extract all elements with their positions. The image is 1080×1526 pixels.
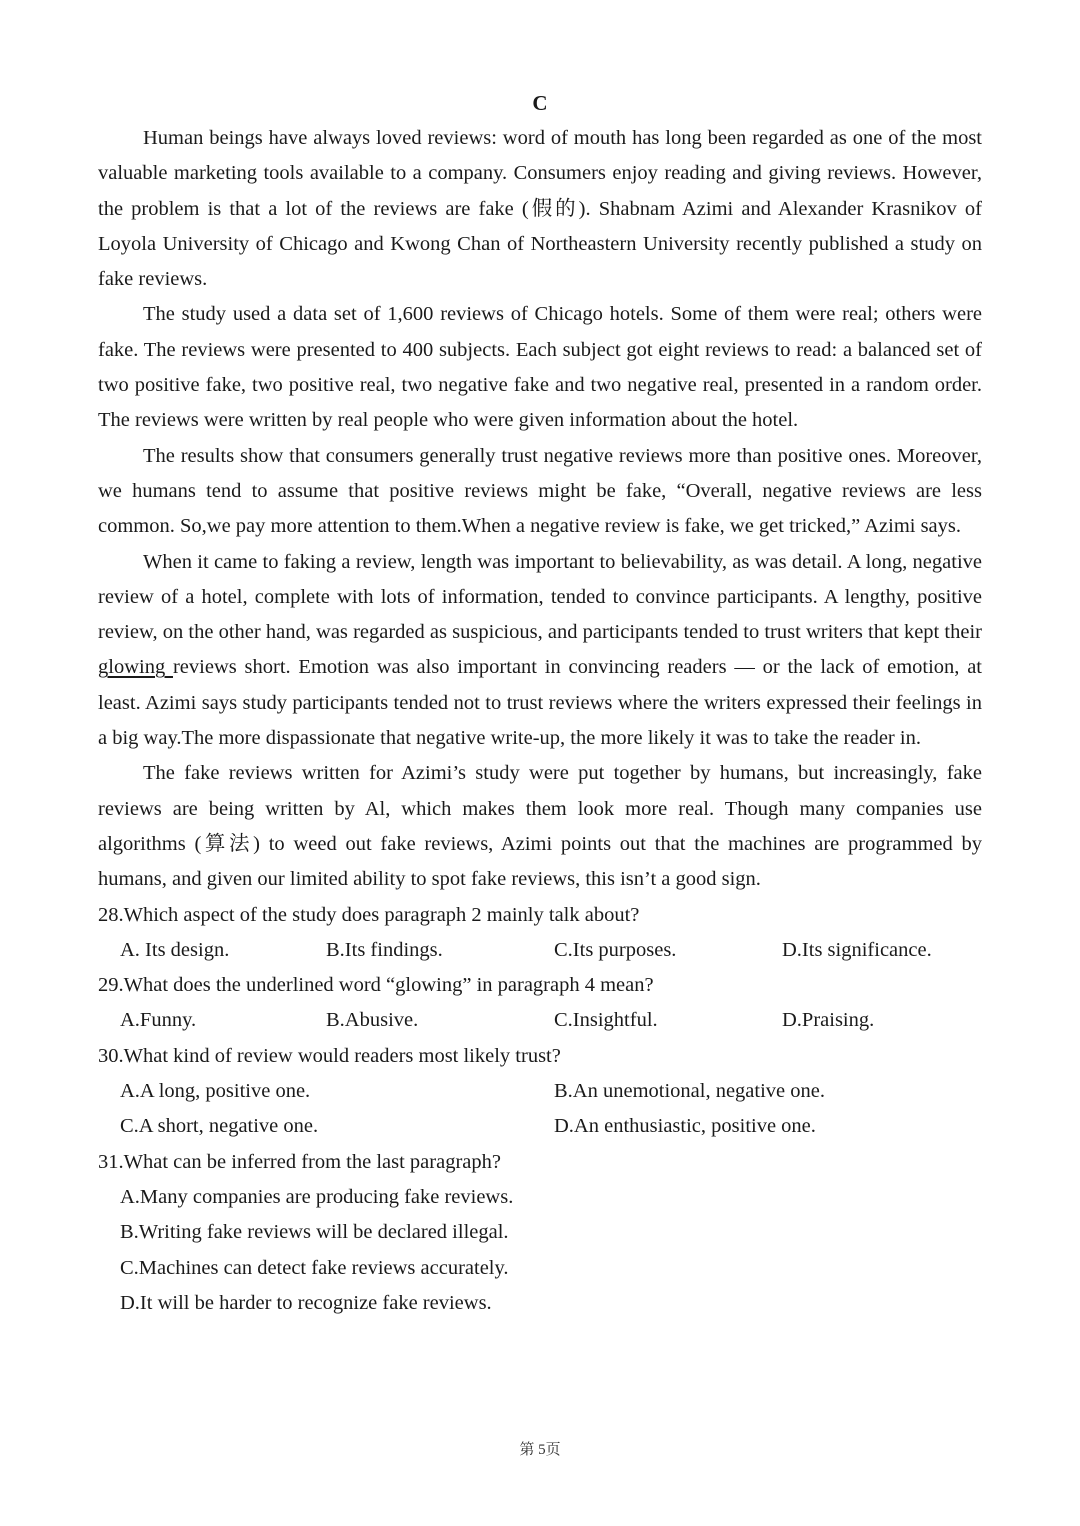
option-a: A.Many companies are producing fake reviews. [120,1185,514,1208]
option-c: C.A short, negative one. [120,1115,319,1138]
option-c: C.Its purposes. [554,938,677,961]
question-29-options [98,1003,982,1038]
exam-page [98,86,982,1321]
question-31-options [98,1180,982,1321]
option-b: B.Writing fake reviews will be declared illegal. [120,1221,509,1244]
question-29: 29.What does the underlined word “glowing” in paragraph 4 mean? [98,974,654,997]
option-d: D.Its significance. [782,938,932,961]
underlined-word-glowing: glowing [98,656,173,679]
paragraph-3: The results show that consumers generally trust negative reviews more than positive ones. Moreover, we humans tend to assume that positive reviews might be fake, “Overall, negative reviews are less common. So,we pay more attention to them.When a negative review is fake, we get tricked,” Azimi says. [98,444,982,538]
paragraph-4-part-1: When it came to faking a review, length was important to believability, as was detail. A long, negative review of a hotel, complete with lots of information, tended to convince participants. A lengthy, positive review, on the other hand, was regarded as suspicious, and participants tended to trust writers that kept their [98,550,982,644]
option-d: D.It will be harder to recognize fake reviews. [120,1291,492,1314]
page-number: 第 5页 [519,1442,561,1458]
option-c: C.Machines can detect fake reviews accurately. [120,1256,509,1279]
paragraph-2: The study used a data set of 1,600 reviews of Chicago hotels. Some of them were real; others were fake. The reviews were presented to 400 subjects. Each subject got eight reviews to read: a balanced set of two positive fake, two positive real, two negative fake and two negative real, presented in a random order. The reviews were written by real people who were given information about the hotel. [98,303,982,432]
option-a: A.Funny. [120,1009,197,1032]
paragraph-4 [98,545,982,757]
question-28-options [98,933,982,968]
option-c: C.Insightful. [554,1009,658,1032]
option-b: B.Its findings. [326,938,443,961]
section-heading: C [532,91,548,115]
question-30: 30.What kind of review would readers most likely trust? [98,1044,561,1067]
option-a: A.A long, positive one. [120,1080,311,1103]
question-31: 31.What can be inferred from the last paragraph? [98,1150,501,1173]
paragraph-5: The fake reviews written for Azimi’s study were put together by humans, but increasingly, fake reviews are being written by Al, which makes them look more real. Though many companies use algorithms (算法) to weed out fake reviews, Azimi points out that the machines are programmed by humans, and given our limited ability to spot fake reviews, this isn’t a good sign. [98,762,982,891]
option-a: A. Its design. [120,938,230,961]
option-d: D.An enthusiastic, positive one. [554,1115,816,1138]
option-d: D.Praising. [782,1009,875,1032]
paragraph-4-part-2: reviews short. Emotion was also important in convincing readers — or the lack of emotion, at least. Azimi says study participants tended not to trust reviews where the writers expressed their feelings in a big way.The more dispassionate that negative write-up, the more likely it was to take the reader in. [98,656,982,750]
option-b: B.An unemotional, negative one. [554,1080,825,1103]
paragraph-1: Human beings have always loved reviews: word of mouth has long been regarded as one of the most valuable marketing tools available to a company. Consumers enjoy reading and giving reviews. However, the problem is that a lot of the reviews are fake (假的). Shabnam Azimi and Alexander Krasnikov of Loyola University of Chicago and Kwong Chan of Northeastern University recently published a study on fake reviews. [98,127,982,291]
option-b: B.Abusive. [326,1009,419,1032]
question-30-options [98,1074,982,1145]
question-28: 28.Which aspect of the study does paragraph 2 mainly talk about? [98,903,640,926]
